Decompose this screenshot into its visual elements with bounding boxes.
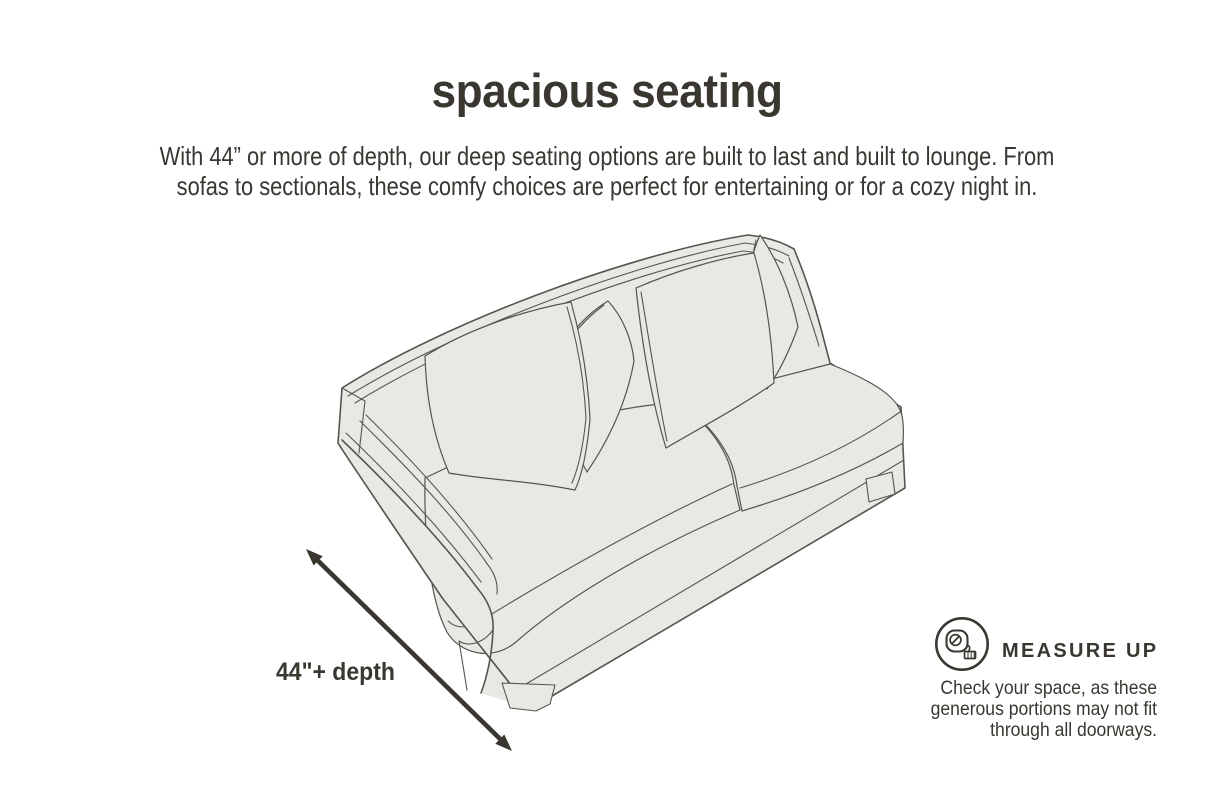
measure-note-line-1: Check your space, as these — [940, 677, 1157, 699]
depth-arrow — [300, 545, 520, 757]
page-title: spacious seating — [431, 64, 783, 117]
measure-note-line-2: generous portions may not fit — [930, 698, 1157, 721]
intro-paragraph — [0, 141, 1214, 201]
measure-up-note — [905, 678, 1157, 742]
arrow-shaft — [316, 559, 502, 741]
intro-line-2: sofas to sectionals, these comfy choices are perfect for entertaining or for a cozy night in. — [176, 171, 1038, 201]
measure-note-line-3: through all doorways. — [990, 719, 1157, 742]
measure-up-heading: MEASURE UP — [1002, 640, 1159, 662]
tape-measure-icon — [933, 615, 991, 673]
depth-dimension-label: 44"+ depth — [276, 658, 395, 686]
intro-line-1: With 44” or more of depth, our deep seating options are built to last and built to lounge. From — [159, 141, 1055, 171]
